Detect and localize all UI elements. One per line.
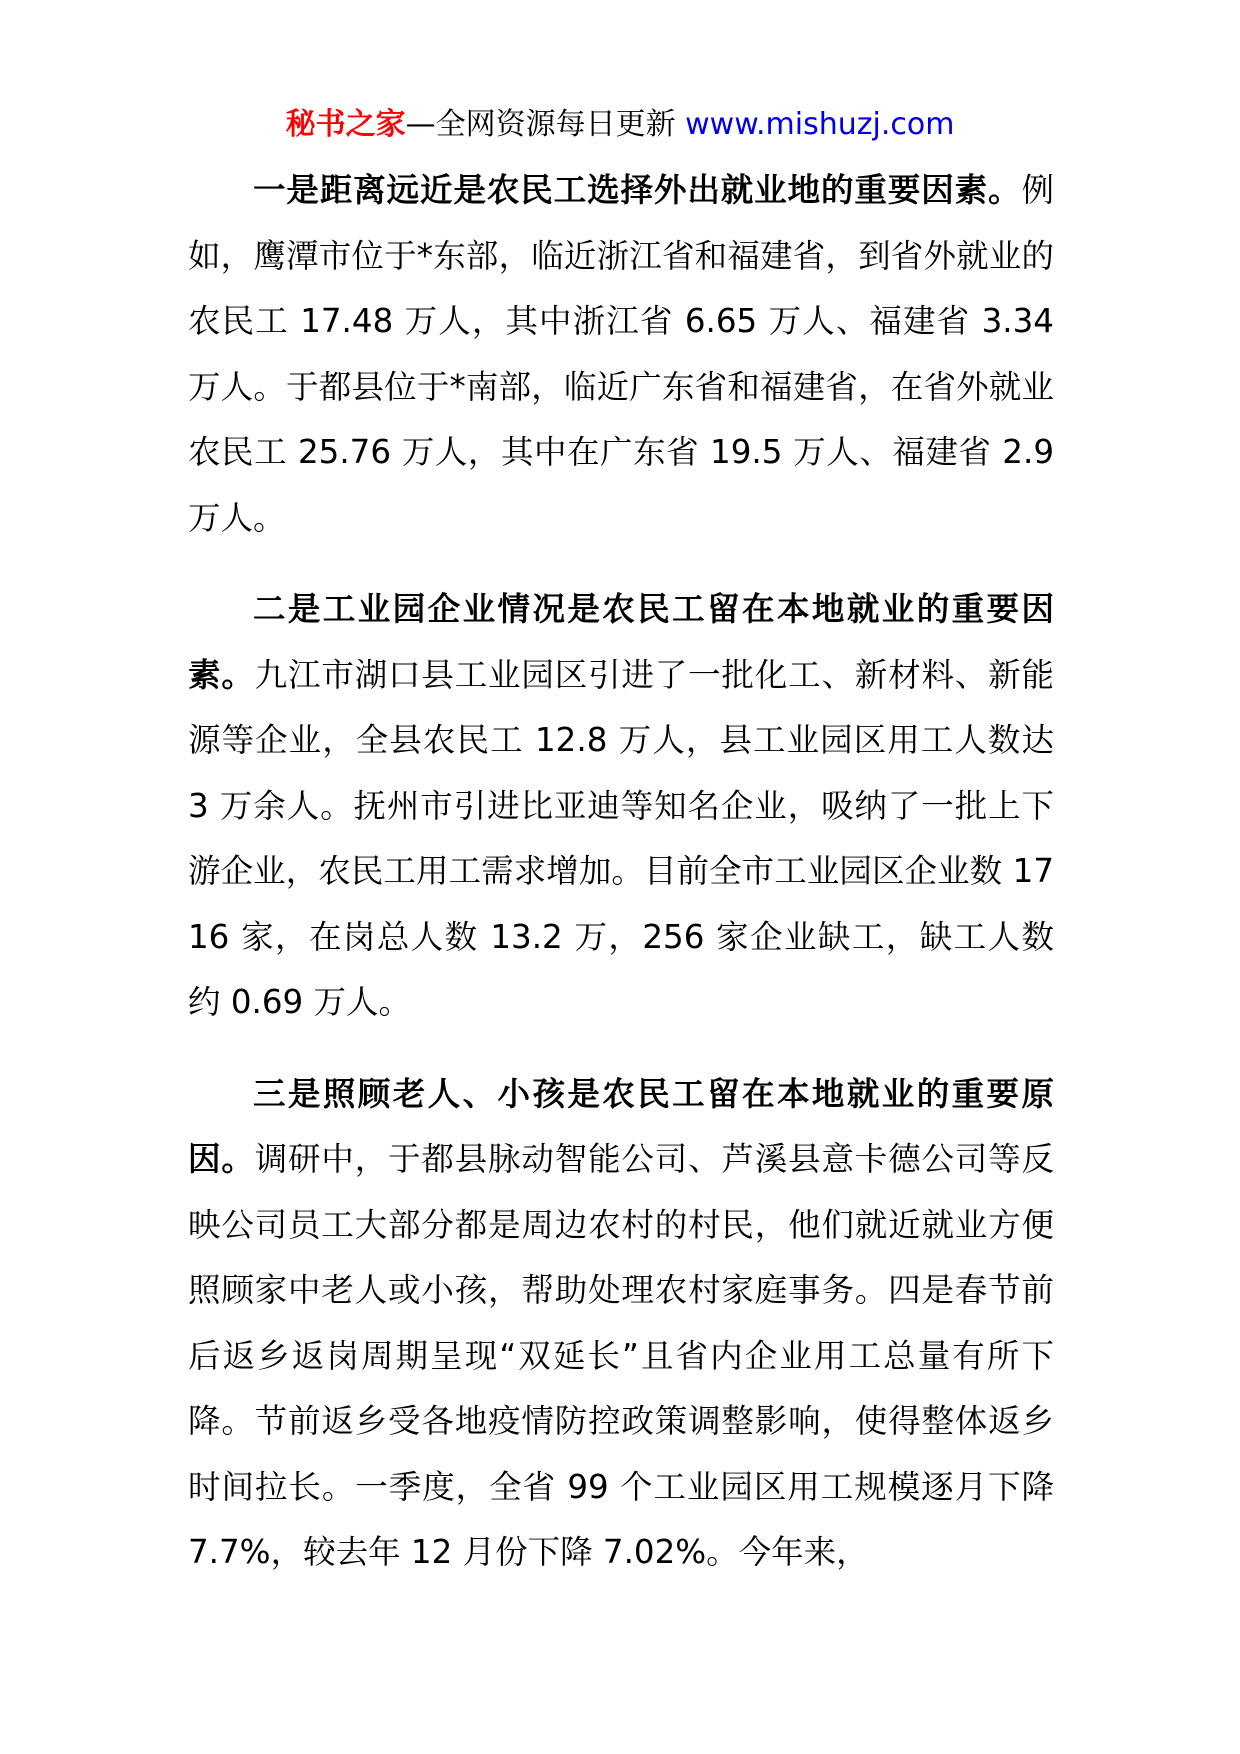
paragraph-1 xyxy=(188,158,1054,551)
brand-name: 秘书之家 xyxy=(285,107,406,142)
paragraph-3 xyxy=(188,1062,1054,1586)
site-url-link[interactable]: www.mishuzj.com xyxy=(685,107,955,142)
paragraph-3-body: 调研中，于都县脉动智能公司、芦溪县意卡德公司等反映公司员工大部分都是周边农村的村民，他们就近就业方便照顾家中老人或小孩，帮助处理农村家庭事务。四是春节前后返乡返岗周期呈现“双延长”且省内企业用工总量有所下降。节前返乡受各地疫情防控政策调整影响，使得整体返乡时间拉长。一季度，全省 99 个工业园区用工规模逐月下降 7.7%，较去年 12 月份下降 7.02%。今年来， xyxy=(188,1140,1054,1571)
paragraph-2 xyxy=(188,577,1054,1036)
paragraph-2-body: 九江市湖口县工业园区引进了一批化工、新材料、新能源等企业，全县农民工 12.8 万人，县工业园区用工人数达 3 万余人。抚州市引进比亚迪等知名企业，吸纳了一批上下游企业，农民工用工需求增加。目前全市工业园区企业数 1716 家，在岗总人数 13.2 万，256 家企业缺工，缺工人数约 0.69 万人。 xyxy=(188,655,1054,1021)
paragraph-1-lead: 一是距离远近是农民工选择外出就业地的重要因素。 xyxy=(253,171,1022,209)
paragraph-2-lead: 二是工业园企业情况是农民工留在本地就业的重要因素。 xyxy=(188,590,1054,694)
paragraph-3-lead: 三是照顾老人、小孩是农民工留在本地就业的重要原因。 xyxy=(188,1074,1054,1178)
header-tagline: —全网资源每日更新 xyxy=(405,107,686,142)
site-header xyxy=(0,104,1240,146)
document-body xyxy=(188,158,1054,1612)
paragraph-1-body: 例如，鹰潭市位于*东部，临近浙江省和福建省，到省外就业的农民工 17.48 万人，其中浙江省 6.65 万人、福建省 3.34 万人。于都县位于*南部，临近广东省和福建省，在省外就业农民工 25.76 万人，其中在广东省 19.5 万人、福建省 2.9 万人。 xyxy=(188,171,1054,537)
